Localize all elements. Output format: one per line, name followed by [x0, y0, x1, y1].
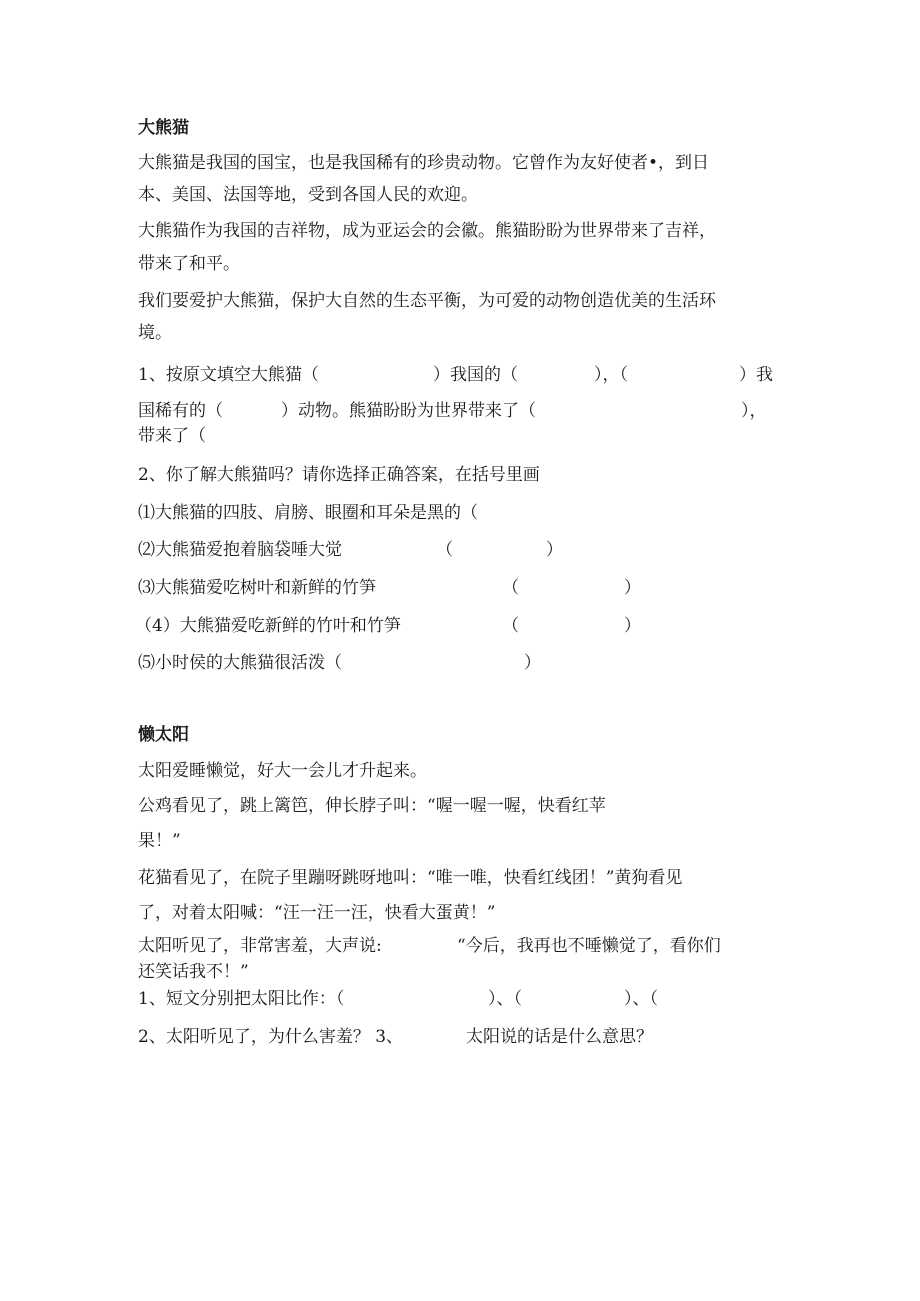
option-2: ⑵大熊猫爱抱着脑袋唾大觉 [138, 540, 342, 560]
sun-q2-part-a: 2、太阳听见了，为什么害羞？ 3、 [138, 1027, 404, 1047]
q1-part-f: ）动物。熊猫盼盼为世界带来了（ [281, 401, 536, 421]
option-5: ⑸小时侯的大熊猫很活泼（ [138, 653, 342, 673]
q1-part-d: ）我 [739, 365, 773, 385]
sun-q1-part-b: ）、（ [488, 989, 522, 1009]
q1-part-c: ），（ [594, 365, 628, 385]
q1-part-g: ）， [741, 401, 767, 421]
option-2-close-paren: ） [546, 540, 563, 560]
sun-line-6-b: “今后，我再也不唾懒觉了，看你们 [457, 936, 721, 956]
sun-line-1: 太阳爱睡懒觉，好大一会儿才升起来。 [138, 761, 427, 781]
section-title-panda: 大熊猫 [138, 118, 189, 138]
q1-part-b: ）我国的（ [433, 365, 518, 385]
option-4: （4）大熊猫爱吃新鲜的竹叶和竹笋 [135, 616, 401, 636]
sun-line-5: 了，对着太阳喊：“汪一汪一汪，快看大蛋黄！” [138, 903, 496, 923]
q1-part-a: 1、按原文填空大熊猫（ [138, 365, 319, 385]
sun-line-6-a: 太阳听见了，非常害羞，大声说: [138, 936, 382, 956]
sun-line-4: 花猫看见了，在院子里蹦呀跳呀地叫：“唯一唯，快看红线团！”黄狗看见 [138, 868, 683, 888]
option-3-close-paren: ） [624, 578, 641, 598]
option-3-open-paren: （ [502, 578, 519, 598]
panda-paragraph-3-line-1: 我们要爱护大熊猫，保护大自然的生态平衡，为可爱的动物创造优美的生活环 [138, 291, 716, 311]
sun-q2-part-b: 太阳说的话是什么意思？ [466, 1027, 653, 1047]
sun-line-3: 果！” [138, 831, 181, 851]
option-4-open-paren: （ [502, 616, 519, 636]
option-5-close-paren: ） [524, 653, 541, 673]
option-2-open-paren: （ [436, 540, 453, 560]
q1-part-e: 国稀有的（ [138, 401, 223, 421]
section-title-lazy-sun: 懒太阳 [138, 725, 189, 745]
panda-paragraph-3-line-2: 境。 [138, 323, 172, 343]
sun-line-2: 公鸡看见了，跳上篱笆，伸长脖子叫：“喔一喔一喔，快看红苹 [138, 796, 606, 816]
panda-paragraph-2-line-2: 带来了和平。 [138, 254, 240, 274]
option-1: ⑴大熊猫的四肢、肩膀、眼圈和耳朵是黑的（ [138, 503, 478, 523]
sun-line-7: 还笑话我不！” [138, 962, 249, 982]
q1-part-h: 带来了（ [138, 426, 206, 446]
sun-q1-part-a: 1、短文分别把太阳比作：（ [138, 989, 345, 1009]
option-3: ⑶大熊猫爱吃树叶和新鲜的竹笋 [138, 578, 376, 598]
panda-paragraph-1-line-1: 大熊猫是我国的国宝，也是我国稀有的珍贵动物。它曾作为友好使者•，到日 [138, 153, 710, 173]
panda-paragraph-1-line-2: 本、美国、法国等地，受到各国人民的欢迎。 [138, 185, 478, 205]
sun-q1-part-c: ）、（ [624, 989, 658, 1009]
panda-paragraph-2-line-1: 大熊猫作为我国的吉祥物，成为亚运会的会徽。熊猫盼盼为世界带来了吉祥， [138, 221, 716, 241]
q2-prompt: 2、你了解大熊猫吗？请你选择正确答案，在括号里画 [138, 465, 540, 485]
option-4-close-paren: ） [624, 616, 641, 636]
